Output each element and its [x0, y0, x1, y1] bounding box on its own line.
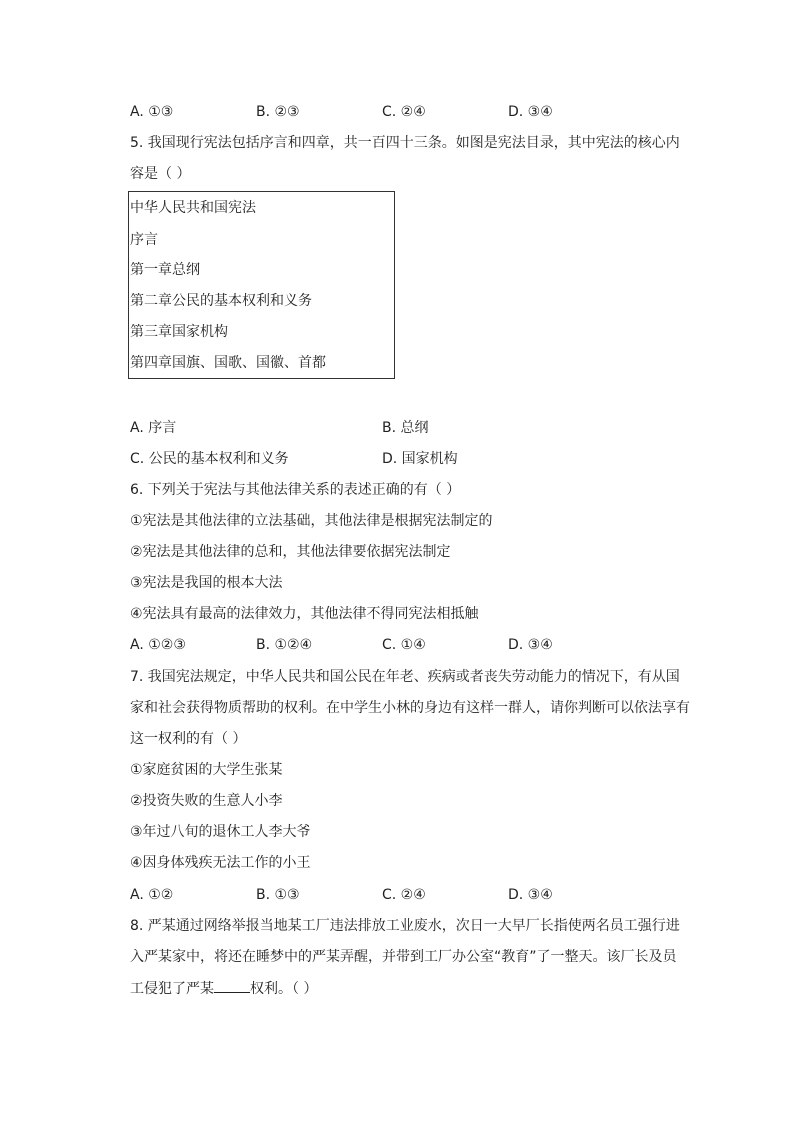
q5-option-d[interactable]: D. 国家机构 — [382, 451, 458, 467]
q5-stem-line2: 容是（ ） — [130, 166, 191, 182]
toc-item: 中华人民共和国宪法 — [130, 200, 256, 216]
q4-options — [130, 102, 730, 122]
q6-option-a[interactable]: A. ①②③ — [130, 637, 186, 653]
q6-item: ①宪法是其他法律的立法基础，其他法律是根据宪法制定的 — [130, 513, 493, 529]
toc-item: 第一章总纲 — [130, 262, 200, 278]
toc-item: 序言 — [130, 232, 158, 248]
q5-option-b[interactable]: B. 总纲 — [382, 420, 429, 436]
q7-item: ①家庭贫困的大学生张某 — [130, 762, 283, 778]
q7-item: ④因身体残疾无法工作的小王 — [130, 855, 311, 871]
q6-option-b[interactable]: B. ①②④ — [256, 637, 313, 653]
q6-option-c[interactable]: C. ①④ — [382, 637, 426, 653]
q7-option-b[interactable]: B. ①③ — [256, 887, 300, 903]
q8-stem-line3 — [130, 978, 317, 999]
q5-options-row1 — [130, 418, 730, 438]
q8-stem-line3-post: 权利。（ ） — [250, 981, 318, 997]
q4-option-c[interactable]: C. ②④ — [382, 104, 426, 120]
q7-item: ③年过八旬的退休工人李大爷 — [130, 824, 311, 840]
constitution-toc-box — [128, 191, 395, 379]
q6-stem: 6. 下列关于宪法与其他法律关系的表述正确的有（ ） — [130, 482, 461, 498]
q6-item: ③宪法是我国的根本大法 — [130, 575, 283, 591]
q7-stem-line3: 这一权利的有（ ） — [130, 731, 247, 747]
q7-stem-line1: 7. 我国宪法规定，中华人民共和国公民在年老、疾病或者丧失劳动能力的情况下，有从国 — [130, 669, 680, 685]
q7-stem-line2: 家和社会获得物质帮助的权利。在中学生小林的身边有这样一群人，请你判断可以依法享有 — [130, 700, 690, 716]
answer-blank[interactable] — [214, 978, 250, 993]
q6-item: ④宪法具有最高的法律效力，其他法律不得同宪法相抵触 — [130, 606, 479, 622]
q8-stem-line3-pre: 工侵犯了严某 — [130, 981, 214, 997]
q5-stem-line1: 5. 我国现行宪法包括序言和四章，共一百四十三条。如图是宪法目录，其中宪法的核心内 — [130, 135, 680, 151]
q5-options-row2 — [130, 449, 730, 469]
q7-option-c[interactable]: C. ②④ — [382, 887, 426, 903]
q8-stem-line2: 入严某家中，将还在睡梦中的严某弄醒，并带到工厂办公室“教育”了一整天。该厂长及员 — [130, 949, 677, 965]
q7-option-d[interactable]: D. ③④ — [508, 887, 553, 903]
q4-option-a[interactable]: A. ①③ — [130, 104, 174, 120]
q6-options — [130, 635, 730, 655]
q6-item: ②宪法是其他法律的总和，其他法律要依据宪法制定 — [130, 544, 451, 560]
q7-options — [130, 885, 730, 905]
q8-stem-line1: 8. 严某通过网络举报当地某工厂违法排放工业废水，次日一大早厂长指使两名员工强行进 — [130, 918, 680, 934]
q5-option-c[interactable]: C. 公民的基本权利和义务 — [130, 451, 289, 467]
q7-item: ②投资失败的生意人小李 — [130, 793, 283, 809]
q4-option-d[interactable]: D. ③④ — [508, 104, 553, 120]
q6-option-d[interactable]: D. ③④ — [508, 637, 553, 653]
q4-option-b[interactable]: B. ②③ — [256, 104, 300, 120]
toc-item: 第二章公民的基本权利和义务 — [130, 293, 312, 309]
q5-option-a[interactable]: A. 序言 — [130, 420, 177, 436]
q7-option-a[interactable]: A. ①② — [130, 887, 174, 903]
toc-item: 第三章国家机构 — [130, 324, 228, 340]
toc-item: 第四章国旗、国歌、国徽、首都 — [130, 355, 326, 371]
